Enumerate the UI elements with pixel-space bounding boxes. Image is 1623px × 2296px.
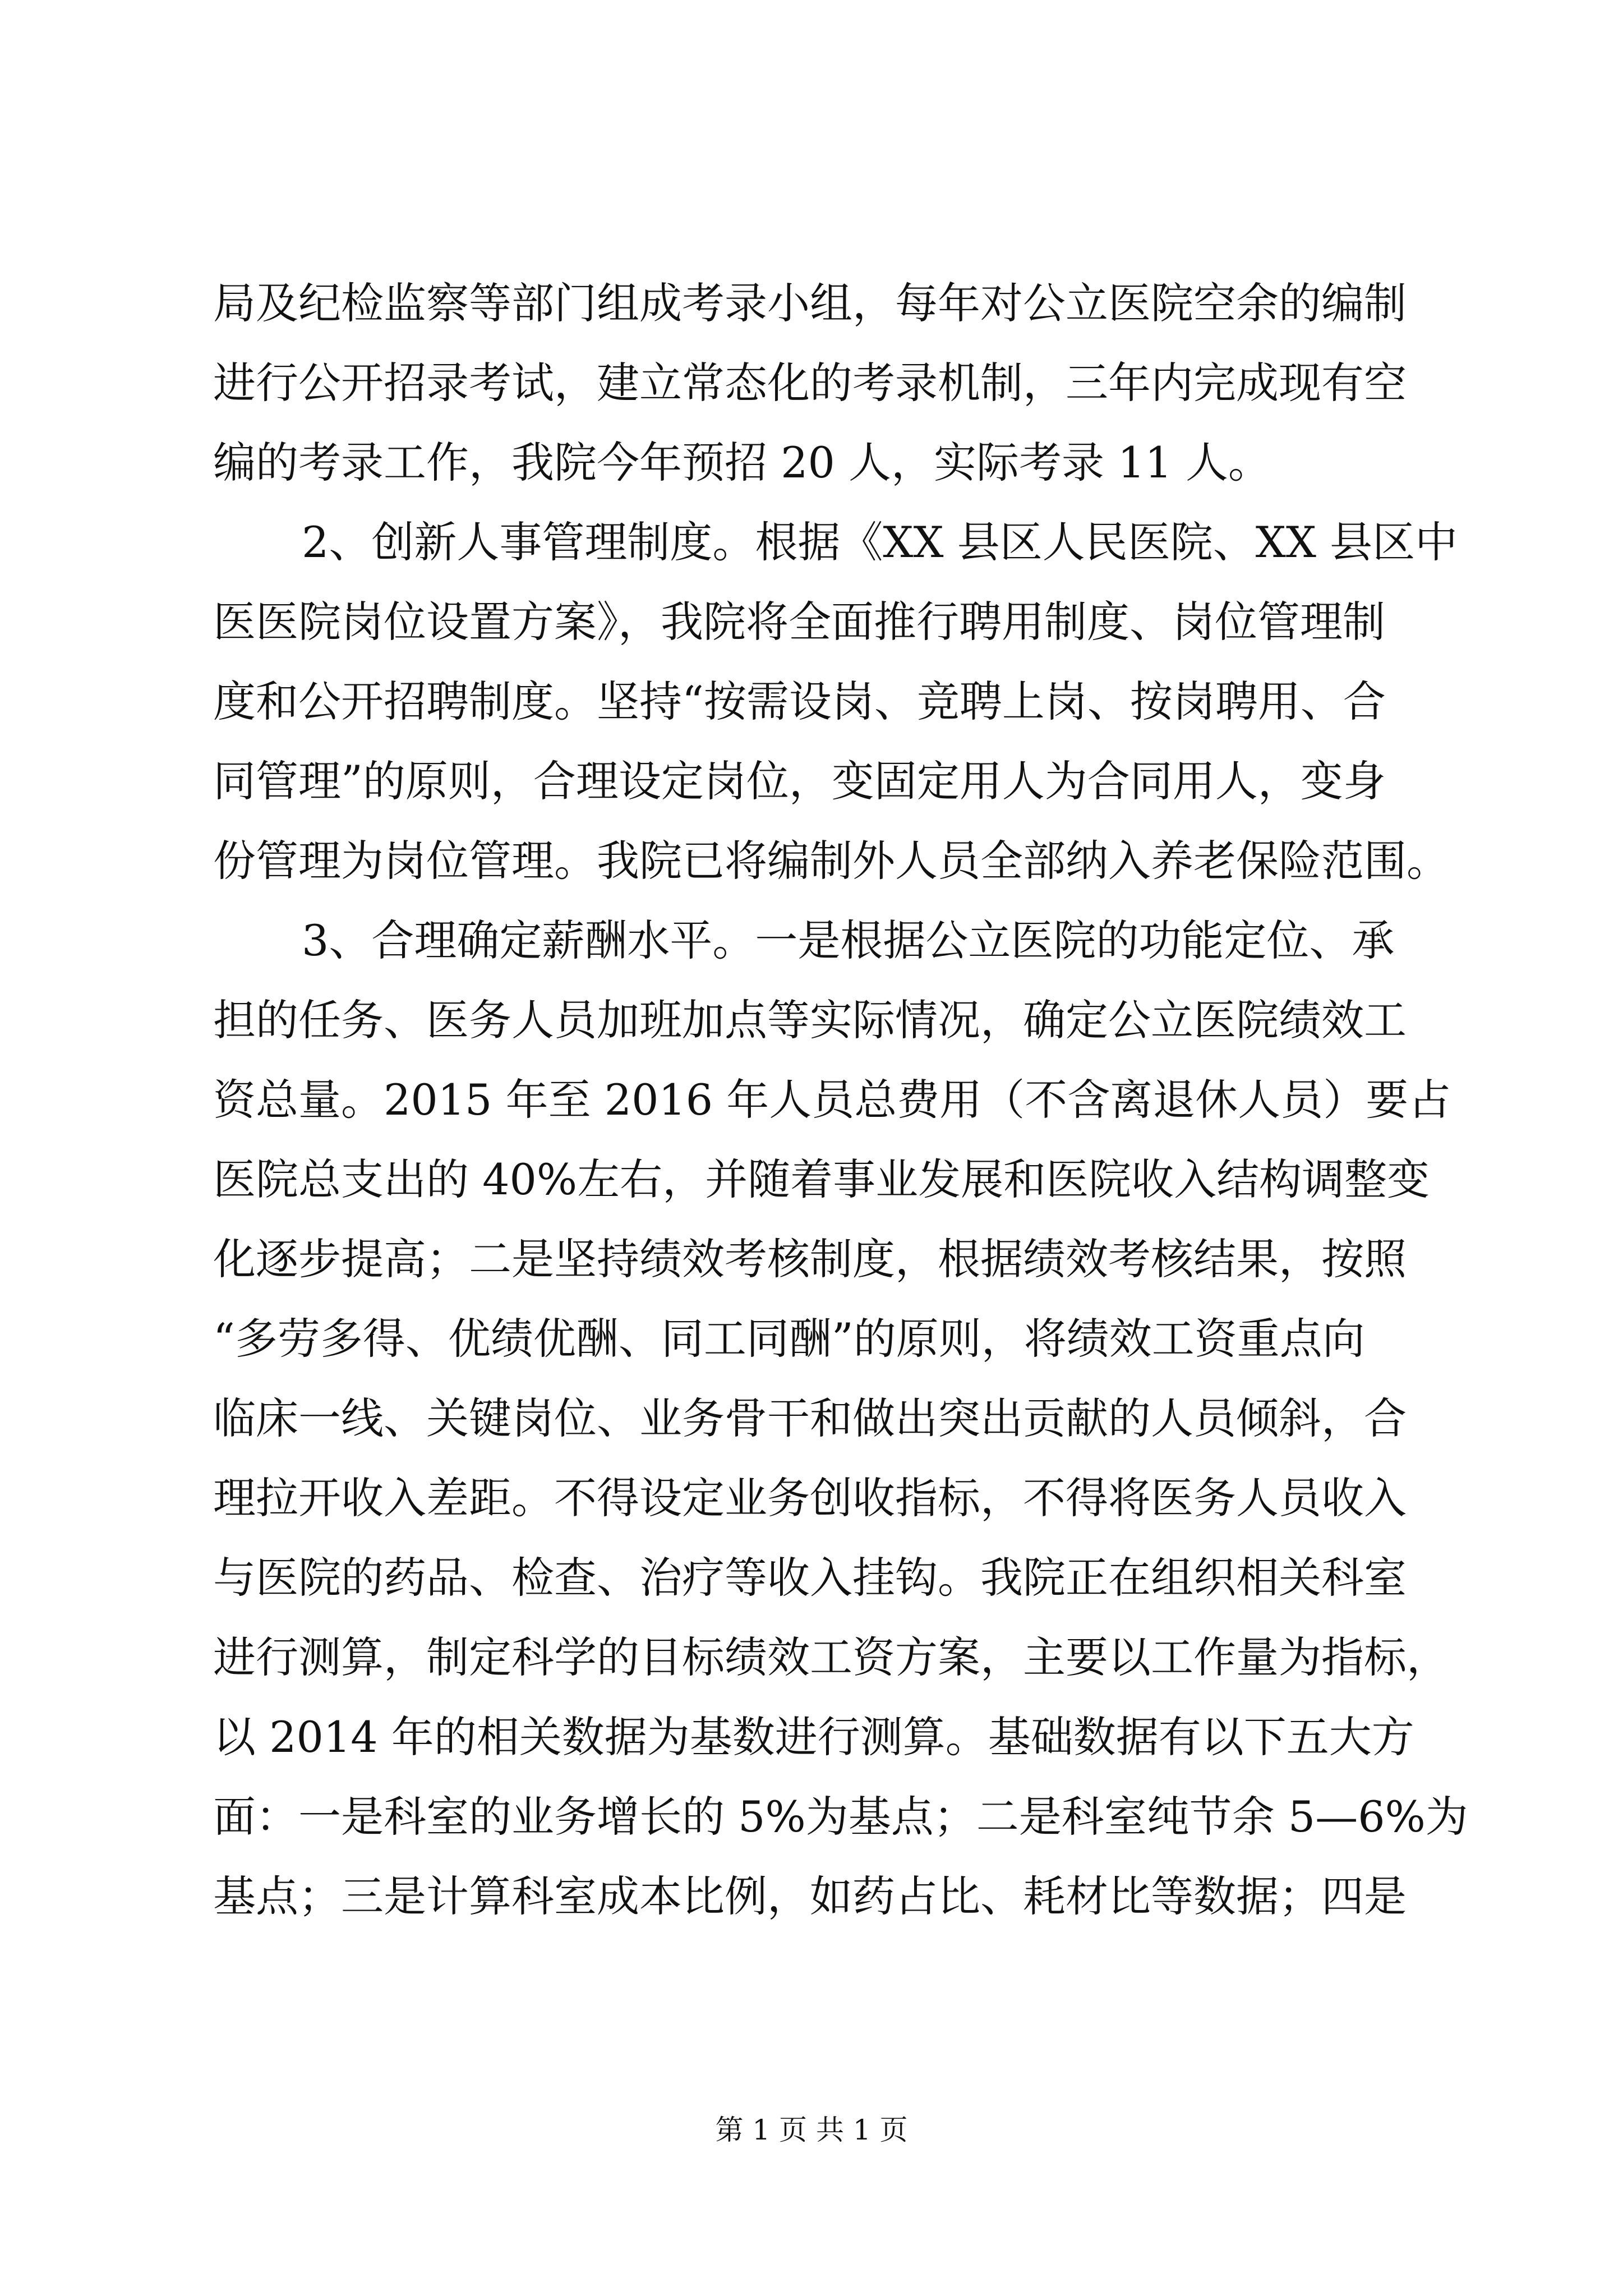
text-line: 与医院的药品、检查、治疗等收入挂钩。我院正在组织相关科室 <box>213 1553 1407 1603</box>
text-line: 局及纪检监察等部门组成考录小组，每年对公立医院空余的编制 <box>213 278 1407 328</box>
text-line: “多劳多得、优绩优酬、同工同酬”的原则，将绩效工资重点向 <box>213 1314 1365 1364</box>
text-line: 医院总支出的 40%左右，并随着事业发展和医院收入结构调整变 <box>213 1154 1430 1204</box>
paragraph-start-line: 2、创新人事管理制度。根据《XX 县区人民医院、XX 县区中 <box>302 517 1458 567</box>
text-line: 进行公开招录考试，建立常态化的考录机制，三年内完成现有空 <box>213 358 1407 408</box>
text-line: 资总量。2015 年至 2016 年人员总费用（不含离退休人员）要占 <box>213 1075 1451 1125</box>
text-line: 面：一是科室的业务增长的 5%为基点；二是科室纯节余 5—6%为 <box>213 1792 1468 1842</box>
text-line: 理拉开收入差距。不得设定业务创收指标，不得将医务人员收入 <box>213 1473 1407 1523</box>
text-line: 以 2014 年的相关数据为基数进行测算。基础数据有以下五大方 <box>213 1712 1414 1762</box>
text-line: 临床一线、关键岗位、业务骨干和做出突出贡献的人员倾斜，合 <box>213 1393 1407 1443</box>
page-number-label: 第 1 页 共 1 页 <box>715 2114 908 2146</box>
text-line: 份管理为岗位管理。我院已将编制外人员全部纳入养老保险范围。 <box>213 836 1449 886</box>
text-line: 编的考录工作，我院今年预招 20 人，实际考录 11 人。 <box>213 438 1271 487</box>
text-line: 同管理”的原则，合理设定岗位，变固定用人为合同用人，变身 <box>213 756 1386 806</box>
text-line: 化逐步提高；二是坚持绩效考核制度，根据绩效考核结果，按照 <box>213 1234 1407 1284</box>
page-footer <box>0 2110 1623 2150</box>
paragraph-start-line: 3、合理确定薪酬水平。一是根据公立医院的功能定位、承 <box>302 915 1395 965</box>
text-line: 医医院岗位设置方案》，我院将全面推行聘用制度、岗位管理制 <box>213 597 1385 647</box>
text-line: 担的任务、医务人员加班加点等实际情况，确定公立医院绩效工 <box>213 995 1407 1045</box>
text-line: 基点；三是计算科室成本比例，如药占比、耗材比等数据；四是 <box>213 1871 1407 1921</box>
text-line: 度和公开招聘制度。坚持“按需设岗、竞聘上岗、按岗聘用、合 <box>213 677 1386 726</box>
body-text <box>213 264 1468 1936</box>
text-line: 进行测算，制定科学的目标绩效工资方案，主要以工作量为指标， <box>213 1632 1449 1682</box>
